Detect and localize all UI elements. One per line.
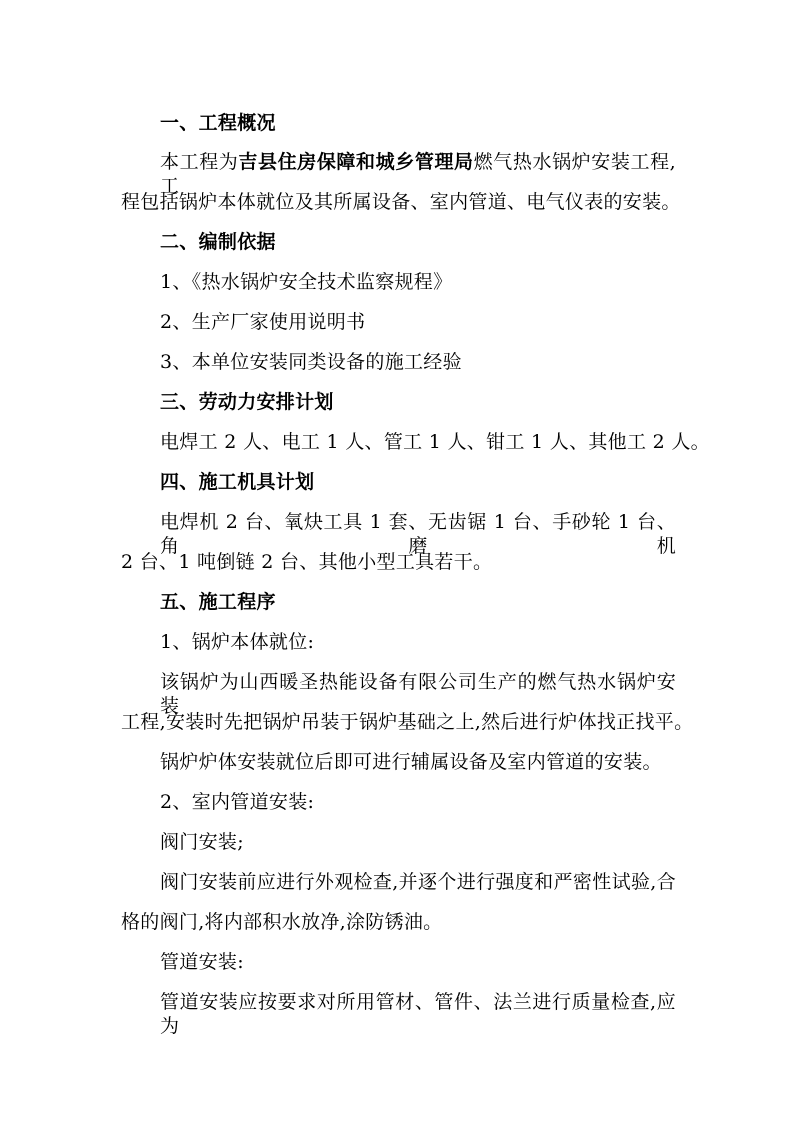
section-4-heading: 四、施工机具计划 bbox=[160, 471, 315, 493]
section-4-paragraph-line-2: 2 台、1 吨倒链 2 台、其他小型工具若干。 bbox=[121, 551, 493, 573]
section-5-sub1-paragraph-line-1: 该锅炉为山西暖圣热能设备有限公司生产的燃气热水锅炉安装 bbox=[160, 671, 676, 717]
section-3-paragraph: 电焊工 2 人、电工 1 人、管工 1 人、钳工 1 人、其他工 2 人。 bbox=[160, 431, 710, 453]
section-1-paragraph-suffix: 燃气热水锅炉安装工程,工 bbox=[160, 151, 677, 197]
valve-install-title: 阀门安装; bbox=[160, 831, 244, 853]
section-1-paragraph-bold: 吉县住房保障和城乡管理局 bbox=[238, 151, 474, 173]
section-3-heading: 三、劳动力安排计划 bbox=[160, 391, 334, 413]
section-5-subheading-1: 1、锅炉本体就位: bbox=[160, 631, 315, 653]
section-5-sub1-paragraph-2: 锅炉炉体安装就位后即可进行辅属设备及室内管道的安装。 bbox=[160, 751, 662, 773]
valve-install-paragraph-line-2: 格的阀门,将内部积水放净,涂防锈油。 bbox=[121, 911, 443, 933]
section-2-heading: 二、编制依据 bbox=[160, 231, 276, 253]
section-2-item-2: 2、生产厂家使用说明书 bbox=[160, 311, 366, 333]
valve-install-paragraph-line-1: 阀门安装前应进行外观检查,并逐个进行强度和严密性试验,合 bbox=[160, 871, 676, 893]
section-5-sub1-paragraph-line-2: 工程,安装时先把锅炉吊装于锅炉基础之上,然后进行炉体找正找平。 bbox=[121, 711, 694, 733]
section-4-paragraph-line-1: 电焊机 2 台、氧炔工具 1 套、无齿锯 1 台、手砂轮 1 台、角磨机 bbox=[160, 511, 676, 557]
section-1-paragraph-line-2: 程包括锅炉本体就位及其所属设备、室内管道、电气仪表的安装。 bbox=[121, 191, 681, 213]
pipe-install-paragraph-line-1: 管道安装应按要求对所用管材、管件、法兰进行质量检查,应为 bbox=[160, 991, 676, 1037]
section-1-heading: 一、工程概况 bbox=[160, 112, 276, 134]
pipe-install-title: 管道安装: bbox=[160, 951, 244, 973]
section-1-paragraph-prefix: 本工程为 bbox=[160, 151, 239, 173]
section-5-subheading-2: 2、室内管道安装: bbox=[160, 791, 315, 813]
section-5-heading: 五、施工程序 bbox=[160, 591, 276, 613]
section-2-item-3: 3、本单位安装同类设备的施工经验 bbox=[160, 351, 462, 373]
section-2-item-1: 1、《热水锅炉安全技术监察规程》 bbox=[160, 271, 453, 293]
